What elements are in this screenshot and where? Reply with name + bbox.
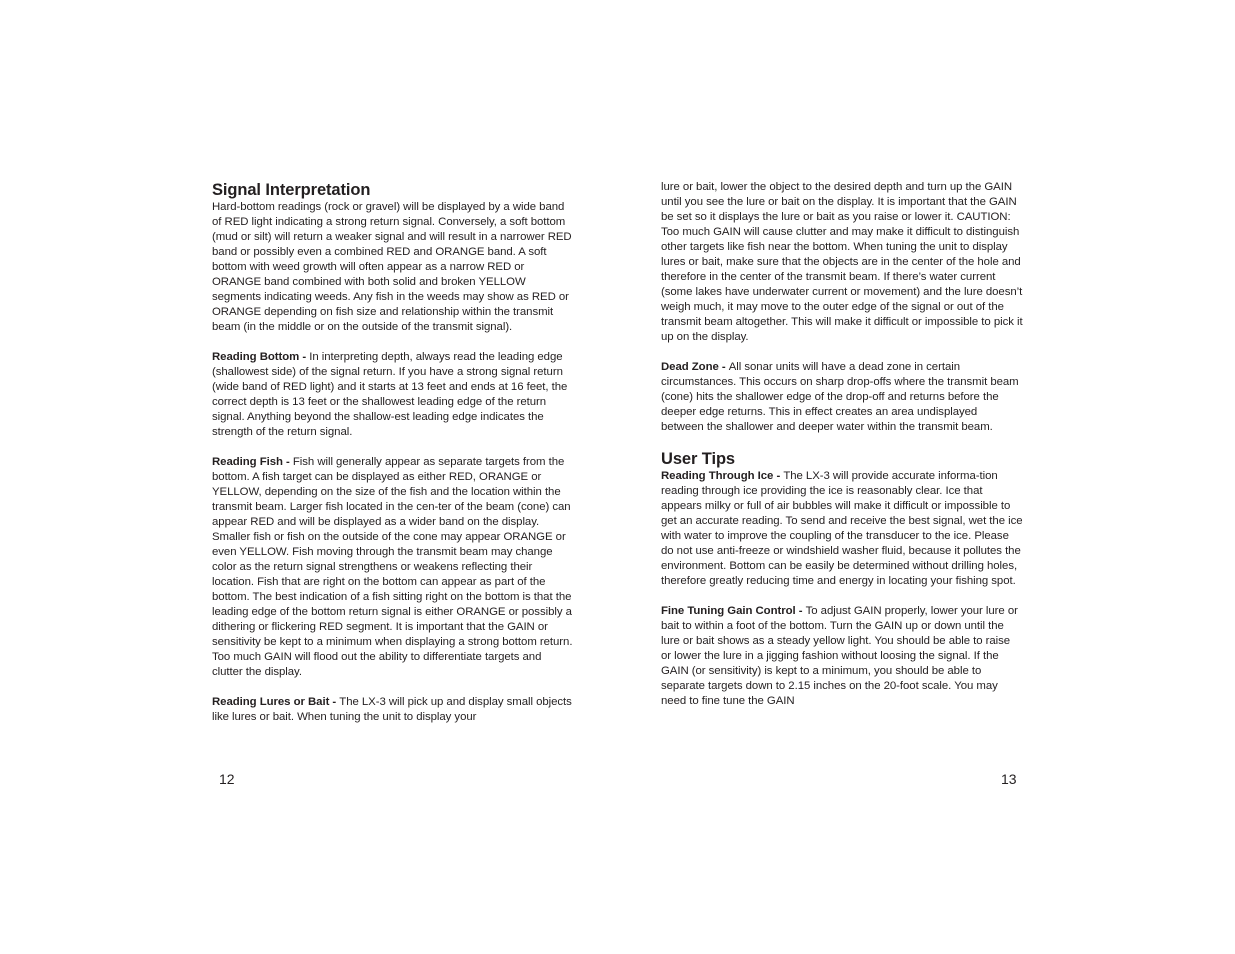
paragraph-text: To adjust GAIN properly, lower your lure or bait to within a foot of the bottom. Turn the GAIN up or down until the lure or bait shows as a steady yellow light. You should be able to raise or lower the lure in a jigging fashion without loosing the signal. If the GAIN (or sensitivity) is kept to a minimum, you should be able to separate targets down to 2.15 inches on the 20-foot scale. You may need to fine tune the GAIN: [661, 605, 1018, 707]
section-title-signal-interpretation: Signal Interpretation: [212, 181, 371, 199]
paragraph-lead: Reading Fish -: [212, 456, 293, 468]
paragraph-text: The LX-3 will pick up and display small objects like lures or bait. When tuning the unit to display your: [212, 696, 572, 723]
paragraph-hard-bottom: [212, 200, 574, 335]
paragraph-text: Hard-bottom readings (rock or gravel) will be displayed by a wide band of RED light indicating a strong return signal. Conversely, a soft bottom (mud or silt) will return a weaker signal and will result in a narrower RED band or possibly even a combined RED and ORANGE band. A soft bottom with weed growth will often appear as a narrow RED or ORANGE band combined with both solid and broken YELLOW segments indicating weeds. Any fish in the weeds may show as RED or ORANGE depending on fish size and relationship within the transmit beam (in the middle or on the outside of the transmit signal).: [212, 201, 572, 333]
paragraph-reading-through-ice: [661, 469, 1023, 589]
paragraph-text: Fish will generally appear as separate targets from the bottom. A fish target can be displayed as either RED, ORANGE or YELLOW, depending on the size of the fish and the location within the transmit beam. Larger fish located in the cen-ter of the beam (cone) can appear RED and will be displayed as a wider band on the display. Smaller fish or fish on the outside of the cone may appear ORANGE or even YELLOW. Fish moving through the transmit beam may change color as the return signal strengthens or weakens reflecting their location. Fish that are right on the bottom can appear as part of the bottom. The best indication of a fish sitting right on the bottom is that the leading edge of the bottom return signal is either ORANGE or possibly a dithering or flickering RED segment. It is important that the GAIN or sensitivity be kept to a minimum when displaying a strong bottom return. Too much GAIN will flood out the ability to differentiate targets and clutter the display.: [212, 456, 573, 678]
paragraph-reading-fish: [212, 455, 574, 680]
paragraph-lead: Dead Zone -: [661, 361, 729, 373]
left-page: [212, 180, 574, 725]
paragraph-text: The LX-3 will provide accurate informa-tion reading through ice providing the ice is reasonably clear. Ice that appears milky or full of air bubbles will make it difficult or impossible to get an accurate reading. To send and receive the best signal, wet the ice with water to improve the coupling of the transducer to the ice. Please do not use anti-freeze or windshield washer fluid, because it pollutes the environment. Bottom can be easily be determined without drilling holes, therefore greatly reducing time and energy in locating your fishing spot.: [661, 470, 1023, 587]
paragraph-lead: Reading Bottom -: [212, 351, 310, 363]
paragraph-reading-lures: [212, 695, 574, 725]
right-page: [661, 180, 1023, 709]
paragraph-reading-bottom: [212, 350, 574, 440]
page-number-right: 13: [1001, 771, 1017, 787]
paragraph-fine-tuning-gain: [661, 604, 1023, 709]
section-title-user-tips: User Tips: [661, 450, 735, 468]
paragraph-lure-continued: lure or bait, lower the object to the desired depth and turn up the GAIN until you see the lure or bait on the display. It is important that the GAIN be set so it displays the lure or bait as you raise or lower it. CAUTION: Too much GAIN will cause clutter and may make it difficult to distinguish other targets like fish near the bottom. When tuning the unit to display lures or bait, make sure that the objects are in the center of the hole and therefore in the center of the transmit beam. If there’s water current (some lakes have underwater current or movement) and the lure doesn’t weigh much, it may move to the outer edge of the signal or out of the transmit beam altogether. This will make it difficult or impossible to pick it up on the display.: [661, 181, 1023, 343]
paragraph-lead: Reading Lures or Bait -: [212, 696, 340, 708]
paragraph-text: All sonar units will have a dead zone in certain circumstances. This occurs on sharp drop-offs where the transmit beam (cone) hits the shallower edge of the drop-off and returns before the deeper edge returns. This in effect creates an area undisplayed between the shallower and deeper water within the transmit beam.: [661, 361, 1019, 433]
page-number-left: 12: [219, 771, 235, 787]
paragraph-dead-zone: [661, 360, 1023, 435]
paragraph-lead: Fine Tuning Gain Control -: [661, 605, 806, 617]
paragraph-lead: Reading Through Ice -: [661, 470, 784, 482]
paragraph-text: In interpreting depth, always read the leading edge (shallowest side) of the signal return. If you have a strong signal return (wide band of RED light) and it starts at 13 feet and ends at 16 feet, the correct depth is 13 feet or the shallowest leading edge of the return signal. Anything beyond the shallow-est leading edge indicates the strength of the return signal.: [212, 351, 568, 438]
